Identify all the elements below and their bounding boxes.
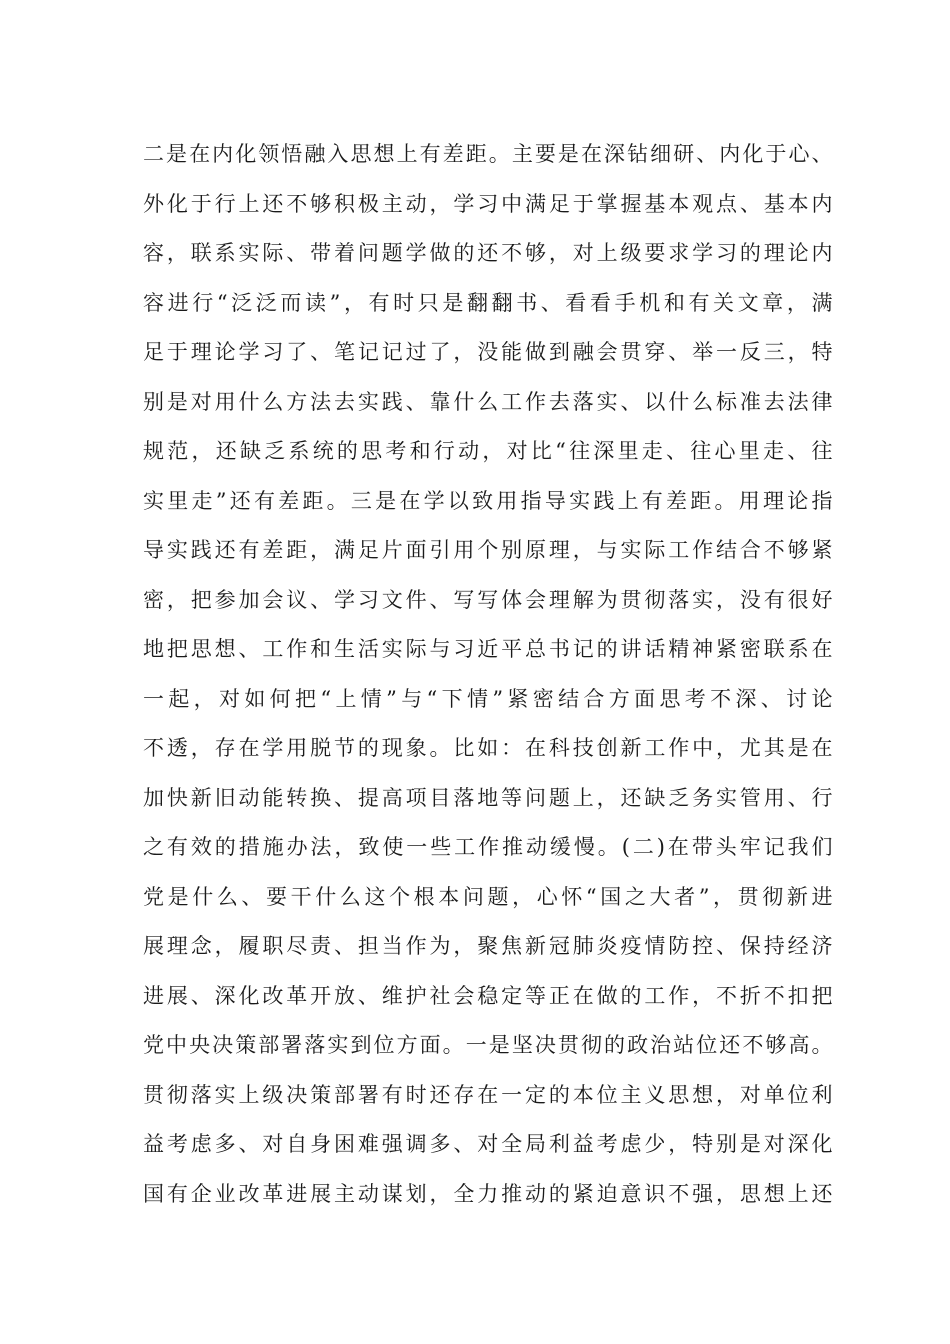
text-line-7: 规范，还缺乏系统的思考和行动，对比“往深里走、往心里走、往 <box>143 439 833 463</box>
text-line-15: 之有效的措施办法，致使一些工作推动缓慢。(二)在带头牢记我们 <box>143 835 833 859</box>
text-line-13: 不透，存在学用脱节的现象。比如：在科技创新工作中，尤其是在 <box>143 736 833 760</box>
text-line-14: 加快新旧动能转换、提高项目落地等问题上，还缺乏务实管用、行 <box>143 785 833 810</box>
text-line-17: 展理念，履职尽责、担当作为，聚焦新冠肺炎疫情防控、保持经济 <box>143 934 833 958</box>
text-line-5: 足于理论学习了、笔记记过了，没能做到融会贯穿、举一反三，特 <box>143 340 833 364</box>
body-text <box>143 130 833 1219</box>
text-line-8: 实里走”还有差距。三是在学以致用指导实践上有差距。用理论指 <box>143 488 833 513</box>
text-line-6: 别是对用什么方法去实践、靠什么工作去落实、以什么标准去法律 <box>143 389 833 414</box>
text-line-22: 国有企业改革进展主动谋划，全力推动的紧迫意识不强，思想上还 <box>143 1181 833 1206</box>
text-line-2: 外化于行上还不够积极主动，学习中满足于掌握基本观点、基本内 <box>143 191 833 216</box>
text-line-12: 一起，对如何把“上情”与“下情”紧密结合方面思考不深、讨论 <box>143 686 833 711</box>
text-line-20: 贯彻落实上级决策部署有时还存在一定的本位主义思想，对单位利 <box>143 1082 833 1107</box>
text-line-19: 党中央决策部署落实到位方面。一是坚决贯彻的政治站位还不够高。 <box>143 1033 833 1057</box>
text-line-10: 密，把参加会议、学习文件、写写体会理解为贯彻落实，没有很好 <box>143 587 833 612</box>
text-line-16: 党是什么、要干什么这个根本问题，心怀“国之大者”，贯彻新进 <box>143 884 833 909</box>
text-line-18: 进展、深化改革开放、维护社会稳定等正在做的工作，不折不扣把 <box>143 983 833 1008</box>
text-line-3: 容，联系实际、带着问题学做的还不够，对上级要求学习的理论内 <box>143 241 833 265</box>
text-line-4: 容进行“泛泛而读”，有时只是翻翻书、看看手机和有关文章，满 <box>143 290 833 315</box>
text-line-11: 地把思想、工作和生活实际与习近平总书记的讲话精神紧密联系在 <box>143 637 833 661</box>
text-line-21: 益考虑多、对自身困难强调多、对全局利益考虑少，特别是对深化 <box>143 1132 833 1156</box>
text-line-1: 二是在内化领悟融入思想上有差距。主要是在深钻细研、内化于心、 <box>143 142 833 166</box>
text-line-9: 导实践还有差距，满足片面引用个别原理，与实际工作结合不够紧 <box>143 538 833 562</box>
